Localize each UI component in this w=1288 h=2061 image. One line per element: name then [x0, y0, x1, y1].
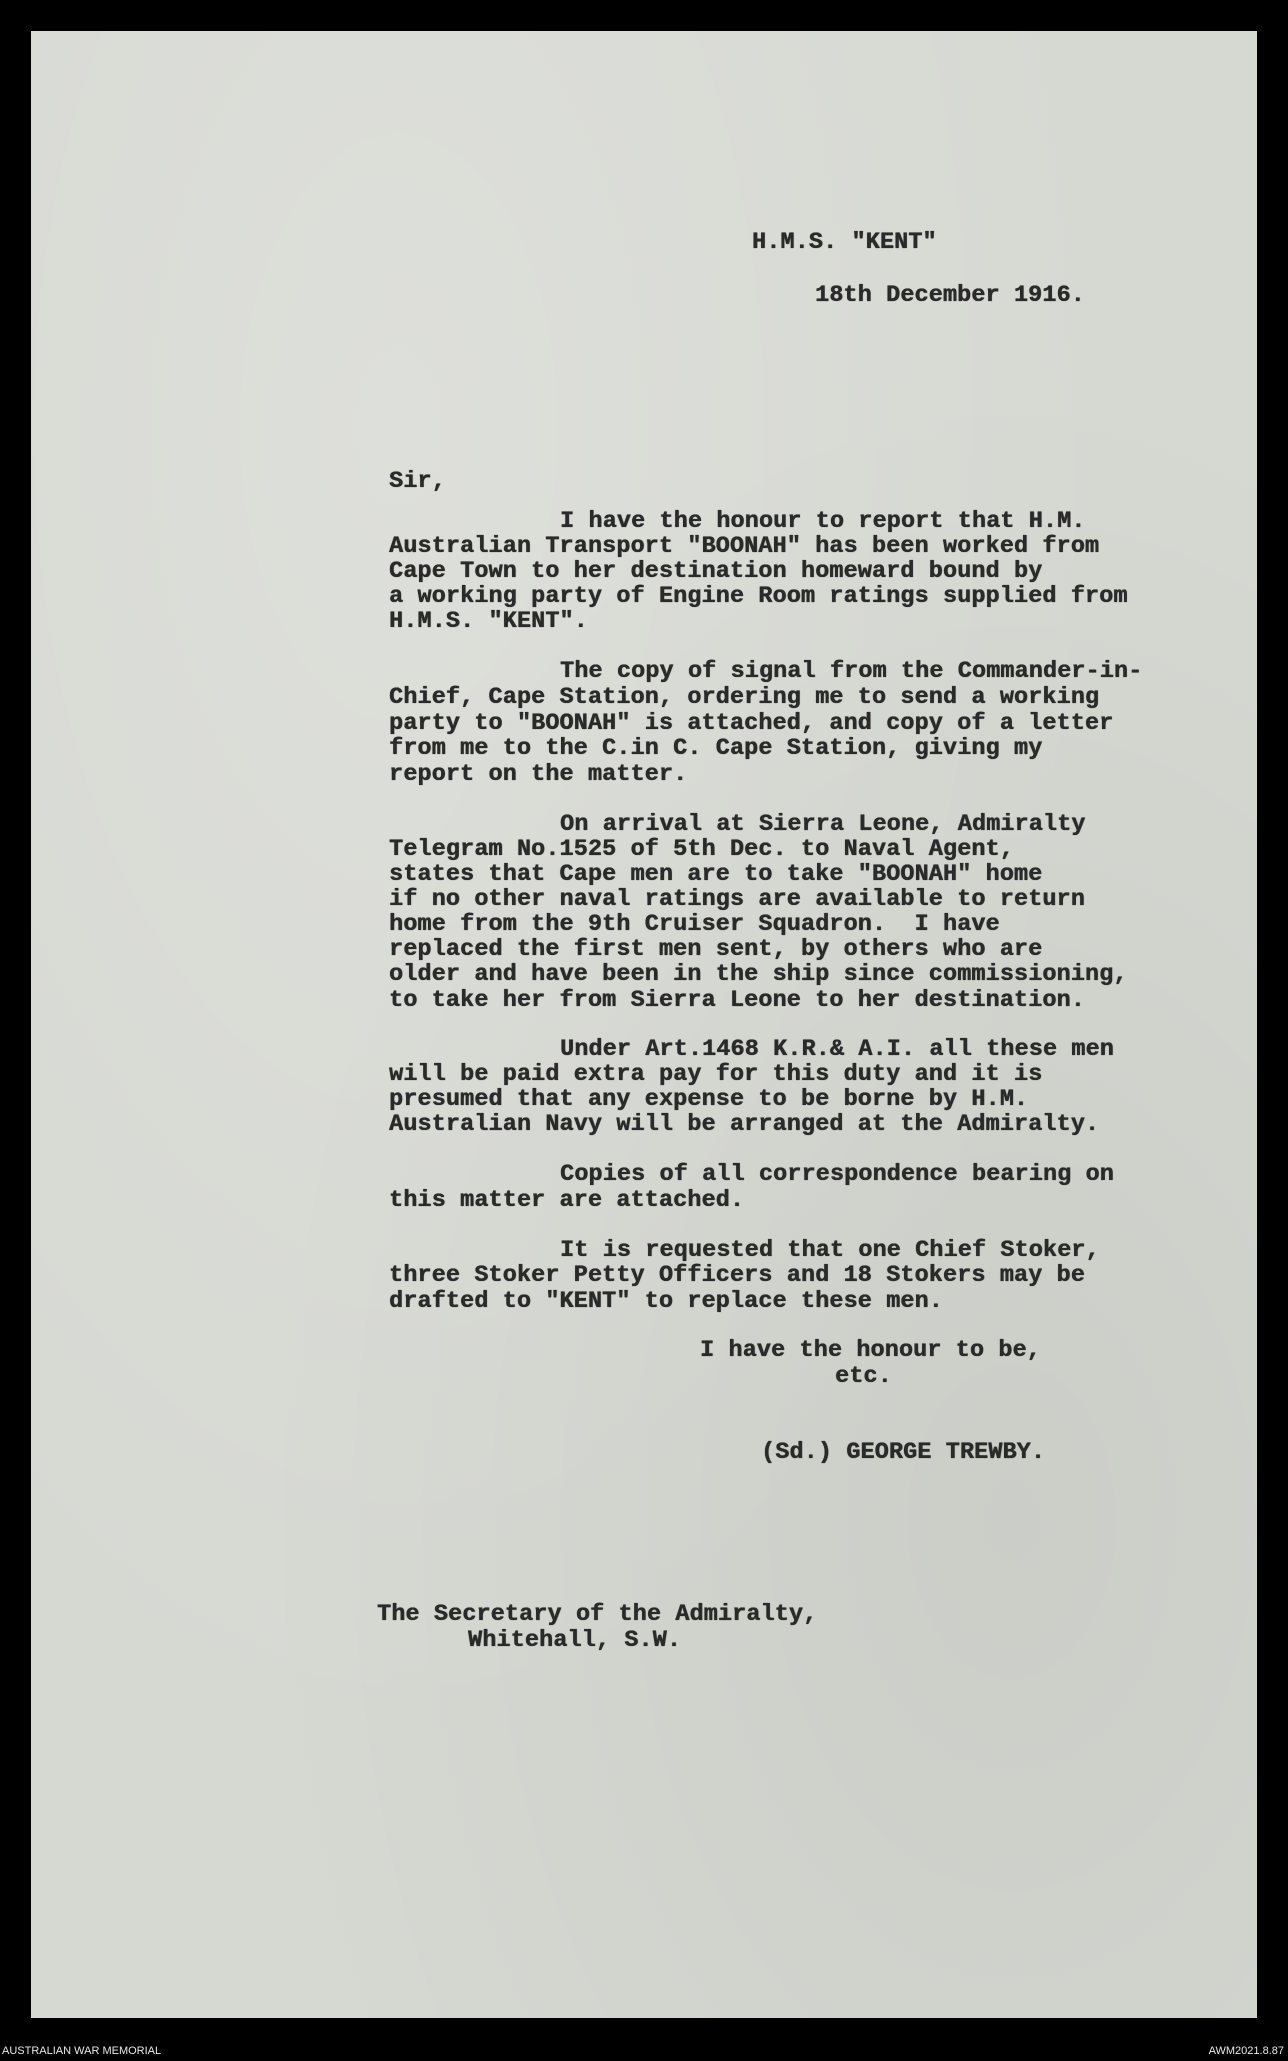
footer-reference: AWM2021.8.87 — [1208, 2045, 1284, 2057]
document-page — [31, 31, 1257, 2018]
paragraph-2-line-3: party to "BOONAH" is attached, and copy of a letter — [389, 710, 1114, 737]
addressee-line-2: Whitehall, S.W. — [468, 1627, 682, 1654]
paragraph-3-line-2: Telegram No.1525 of 5th Dec. to Naval Agent, — [389, 836, 1014, 863]
closing-line-2: etc. — [835, 1363, 892, 1390]
paragraph-4-line-1: Under Art.1468 K.R.& A.I. all these men — [560, 1036, 1114, 1063]
paragraph-5-line-2: this matter are attached. — [389, 1187, 745, 1214]
paragraph-3-line-8: to take her from Sierra Leone to her destination. — [389, 987, 1085, 1014]
paragraph-3-line-5: home from the 9th Cruiser Squadron. I have — [389, 911, 1000, 938]
paragraph-1-line-2: Australian Transport "BOONAH" has been worked from — [389, 533, 1100, 560]
paragraph-5-line-1: Copies of all correspondence bearing on — [560, 1161, 1114, 1188]
ship-heading: H.M.S. "KENT" — [752, 229, 937, 256]
paragraph-3-line-3: states that Cape men are to take "BOONAH" home — [389, 861, 1043, 888]
paragraph-6-line-2: three Stoker Petty Officers and 18 Stokers may be — [389, 1262, 1085, 1289]
paragraph-3-line-1: On arrival at Sierra Leone, Admiralty — [560, 811, 1086, 838]
paragraph-1-line-4: a working party of Engine Room ratings supplied from — [389, 583, 1128, 610]
paragraph-3-line-6: replaced the first men sent, by others who are — [389, 936, 1043, 963]
paragraph-3-line-7: older and have been in the ship since commissioning, — [389, 961, 1128, 988]
paragraph-1-line-3: Cape Town to her destination homeward bound by — [389, 558, 1043, 585]
paragraph-2-line-2: Chief, Cape Station, ordering me to send a working — [389, 684, 1100, 711]
signature: (Sd.) GEORGE TREWBY. — [761, 1439, 1046, 1466]
salutation: Sir, — [389, 468, 446, 495]
paragraph-2-line-5: report on the matter. — [389, 761, 688, 788]
paragraph-6-line-1: It is requested that one Chief Stoker, — [560, 1237, 1100, 1264]
addressee-line-1: The Secretary of the Admiralty, — [377, 1601, 818, 1628]
paragraph-1-line-1: I have the honour to report that H.M. — [560, 508, 1086, 535]
closing-line-1: I have the honour to be, — [700, 1337, 1041, 1364]
paragraph-6-line-3: drafted to "KENT" to replace these men. — [389, 1288, 943, 1315]
paragraph-1-line-5: H.M.S. "KENT". — [389, 608, 588, 635]
paragraph-4-line-4: Australian Navy will be arranged at the Admiralty. — [389, 1111, 1100, 1138]
paragraph-2-line-1: The copy of signal from the Commander-in- — [560, 658, 1143, 685]
paragraph-4-line-2: will be paid extra pay for this duty and it is — [389, 1061, 1043, 1088]
footer-institution: AUSTRALIAN WAR MEMORIAL — [2, 2045, 162, 2057]
letter-date: 18th December 1916. — [815, 282, 1085, 309]
paragraph-4-line-3: presumed that any expense to be borne by H.M. — [389, 1086, 1029, 1113]
paragraph-2-line-4: from me to the C.in C. Cape Station, giving my — [389, 735, 1043, 762]
paragraph-3-line-4: if no other naval ratings are available to return — [389, 886, 1085, 913]
